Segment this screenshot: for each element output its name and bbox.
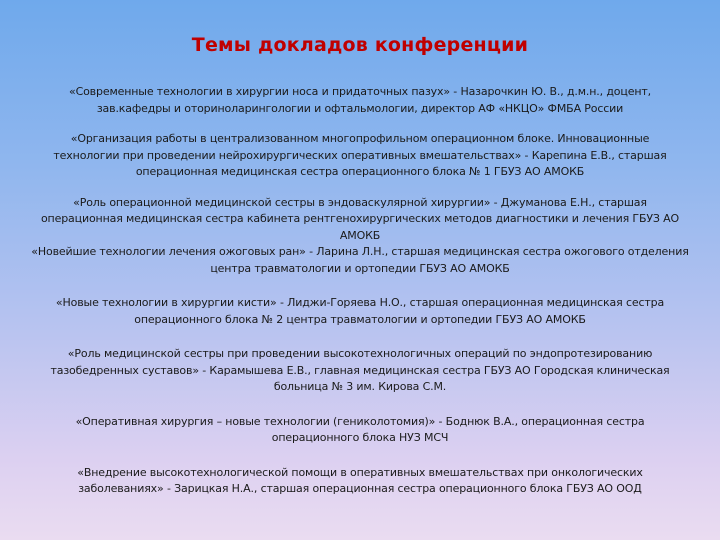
report-line: операционная медицинская сестра операционного блока № 1 ГБУЗ АО АМОКБ bbox=[135, 165, 585, 178]
report-item-6 bbox=[14, 346, 706, 396]
report-line: АМОКБ bbox=[339, 228, 381, 242]
report-line: центра травматологии и ортопедии ГБУЗ АО АМОКБ bbox=[210, 261, 510, 275]
report-line: «Новые технологии в хирургии кисти» - Лиджи-Горяева Н.О., старшая операционная медицинская сестра bbox=[55, 296, 665, 309]
report-line: технологии при проведении нейрохирургических оперативных вмешательствах» - Карепина Е.В., старшая bbox=[53, 148, 667, 162]
report-item-8 bbox=[14, 465, 706, 498]
report-item-2 bbox=[14, 131, 706, 181]
report-item-5 bbox=[14, 295, 706, 328]
report-item-1 bbox=[14, 84, 706, 117]
report-line: операционная медицинская сестра кабинета рентгенохирургических методов диагностики и лечения ГБУЗ АО bbox=[40, 212, 680, 225]
report-line: «Современные технологии в хирургии носа и придаточных пазух» - Назарочкин Ю. В., д.м.н., доцент, bbox=[68, 85, 651, 98]
report-line: больница № 3 им. Кирова С.М. bbox=[273, 380, 447, 393]
report-line: «Оперативная хирургия – новые технологии (гениколотомия)» - Боднюк В.А., операционная сестра bbox=[75, 414, 645, 428]
report-line: операционного блока НУЗ МСЧ bbox=[271, 431, 449, 444]
report-line: «Роль операционной медицинской сестры в эндоваскулярной хирургии» - Джуманова Е.Н., старшая bbox=[73, 195, 647, 209]
report-item-7 bbox=[14, 414, 706, 447]
report-item-4 bbox=[14, 244, 706, 277]
report-line: «Организация работы в централизованном многопрофильном операционном блоке. Инновационные bbox=[70, 132, 650, 145]
report-line: «Роль медицинской сестры при проведении высокотехнологичных операций по эндопротезированию bbox=[67, 347, 653, 360]
report-line: операционного блока № 2 центра травматологии и ортопедии ГБУЗ АО АМОКБ bbox=[134, 312, 586, 326]
report-line: тазобедренных суставов» - Карамышева Е.В., главная медицинская сестра ГБУЗ АО Городская клиническая bbox=[50, 363, 670, 377]
report-line: заболеваниях» - Зарицкая Н.А., старшая операционная сестра операционного блока ГБУЗ АО ООД bbox=[78, 482, 642, 495]
report-item-3 bbox=[14, 195, 706, 245]
page-title: Темы докладов конференции bbox=[191, 34, 529, 56]
report-line: «Внедрение высокотехнологической помощи в оперативных вмешательствах при онкологических bbox=[77, 465, 643, 479]
report-list bbox=[14, 84, 706, 498]
report-line: «Новейшие технологии лечения ожоговых ран» - Ларина Л.Н., старшая медицинская сестра ожогового отделения bbox=[31, 245, 689, 258]
report-line: зав.кафедры и оториноларингологии и офтальмологии, директор АФ «НКЦО» ФМБА России bbox=[96, 101, 624, 115]
